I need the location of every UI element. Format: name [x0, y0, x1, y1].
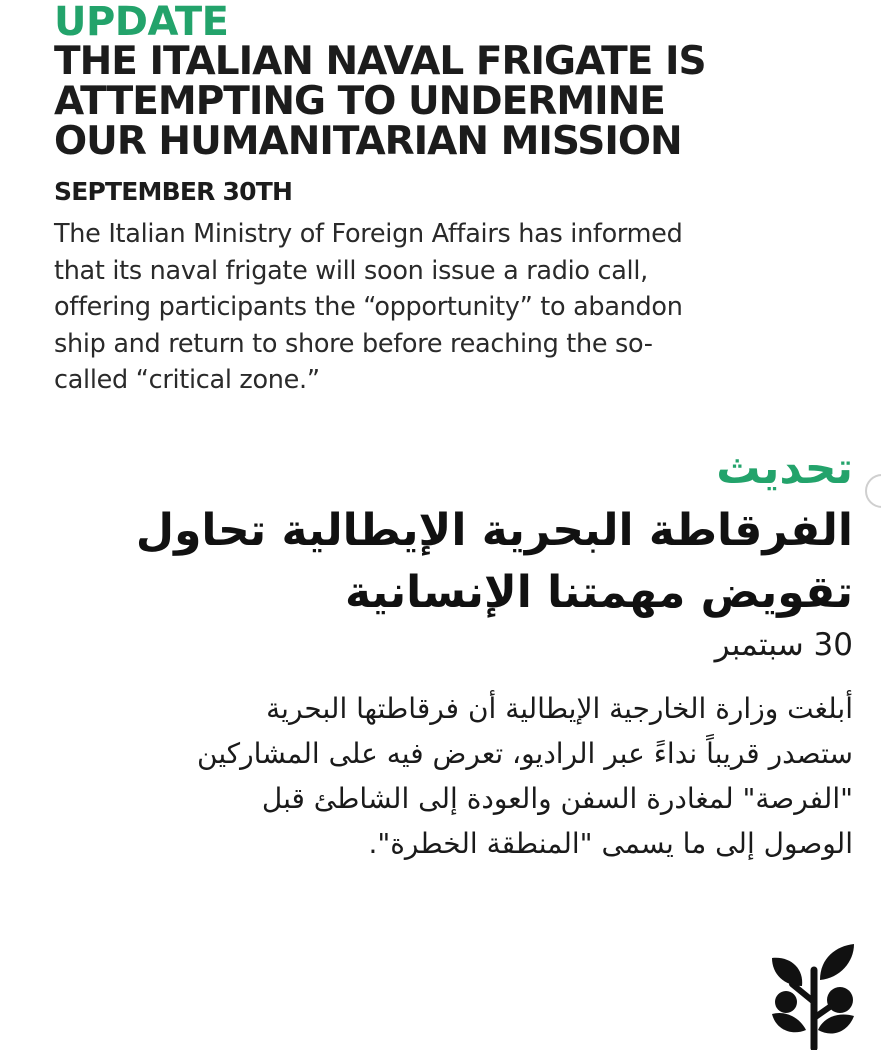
english-section [54, 2, 854, 399]
body-text-ar [53, 686, 853, 866]
body-line-ar: أبلغت وزارة الخارجية الإيطالية أن فرقاطتها البحرية [266, 692, 853, 725]
body-line: called “critical zone.” [54, 365, 320, 395]
headline-ar [53, 500, 853, 624]
date-ar: 30 سبتمبر [714, 627, 853, 663]
body-line: The Italian Ministry of Foreign Affairs has informed [54, 219, 683, 249]
headline-line-ar: الفرقاطة البحرية الإيطالية تحاول [135, 505, 853, 556]
tree-leaves-logo-icon [768, 940, 858, 1050]
headline-line-ar: تقويض مهمتنا الإنسانية [344, 567, 853, 618]
headline-line: ATTEMPTING TO UNDERMINE [54, 79, 665, 124]
carousel-edge-circle-icon[interactable] [865, 474, 881, 508]
arabic-section [53, 438, 853, 866]
body-line: offering participants the “opportunity” to abandon [54, 292, 683, 322]
body-line: that its naval frigate will soon issue a radio call, [54, 255, 648, 286]
update-label: UPDATE [54, 0, 229, 45]
body-line-ar: الوصول إلى ما يسمى "المنطقة الخطرة". [368, 827, 853, 860]
headline-line: OUR HUMANITARIAN MISSION [54, 119, 682, 164]
body-line-ar: "الفرصة" لمغادرة السفن والعودة إلى الشاطئ قبل [261, 782, 853, 815]
update-label-ar: تحديث [716, 443, 853, 494]
headline-en [54, 39, 854, 164]
body-text-en [54, 216, 854, 399]
date-en: SEPTEMBER 30TH [54, 177, 293, 206]
body-line-ar: ستصدر قريباً نداءً عبر الراديو، تعرض فيه على المشاركين [197, 737, 853, 770]
headline-line: THE ITALIAN NAVAL FRIGATE IS [54, 39, 706, 84]
body-line: ship and return to shore before reaching the so- [54, 328, 653, 359]
